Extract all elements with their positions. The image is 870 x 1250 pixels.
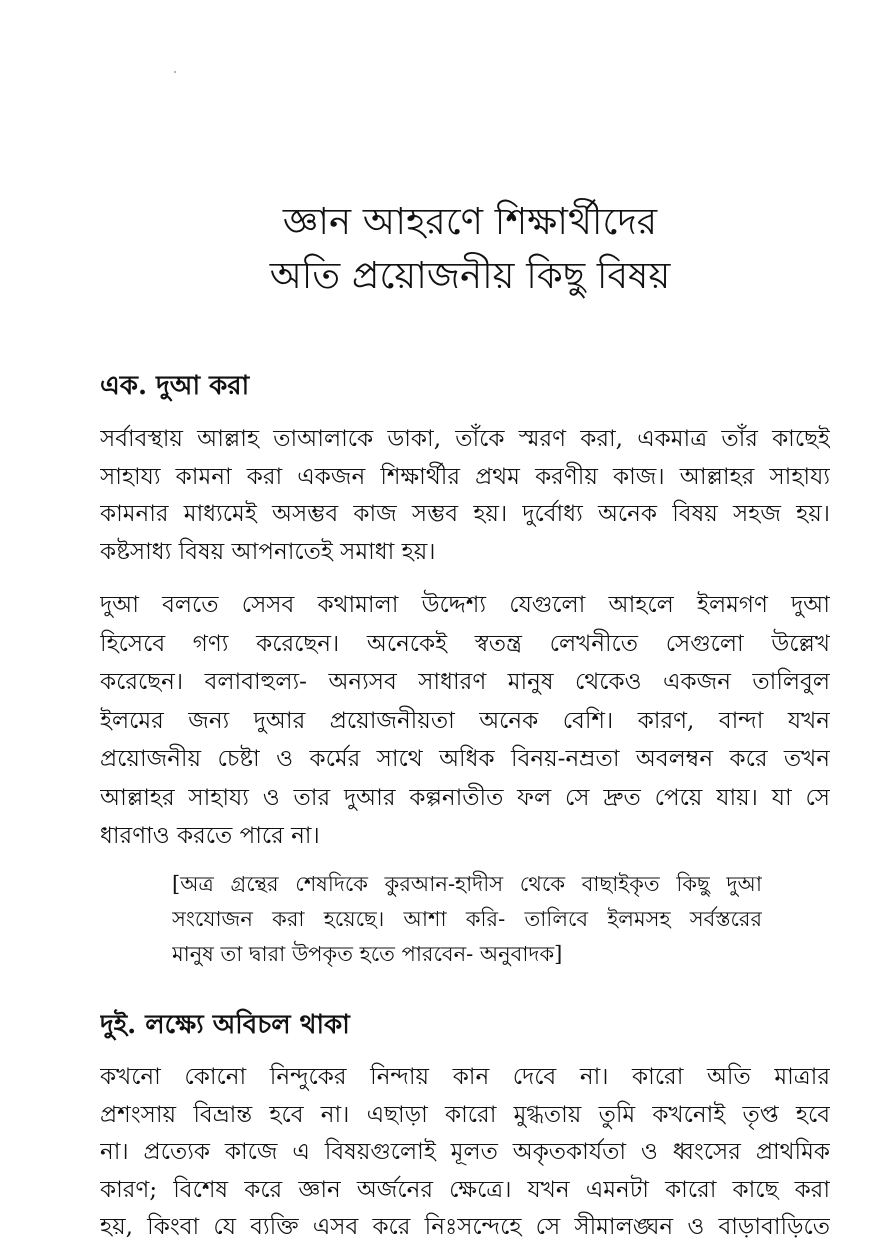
text-line: কখনো কোনো নিন্দুকের নিন্দায় কান দেবে না। কারো অতি মাত্রার: [100, 1064, 830, 1090]
text-line: দুআ বলতে সেসব কথামালা উদ্দেশ্য যেগুলো আহলে ইলমগণ দুআ: [100, 592, 830, 618]
text-line: সর্বাবস্থায় আল্লাহ তাআলাকে ডাকা, তাঁকে স্মরণ করা, একমাত্র তাঁর কাছেই: [100, 426, 830, 452]
paragraph: [100, 1059, 830, 1247]
section-heading: এক. দুআ করা: [100, 371, 250, 401]
note-line: মানুষ তা দ্বারা উপকৃত হতে পারবেন- অনুবাদক]: [172, 942, 563, 966]
text-line: প্রশংসায় বিভ্রান্ত হবে না। এছাড়া কারো মুগ্ধতায় তুমি কখনোই তৃপ্ত হবে: [100, 1101, 830, 1128]
title-line: অতি প্রয়োজনীয় কিছু বিষয়: [269, 254, 671, 297]
text-line: ধারণাও করতে পারে না।: [100, 823, 320, 849]
text-line: করেছেন। বলাবাহুল্য- অন্যসব সাধারণ মানুষ থেকেও একজন তালিবুল: [100, 669, 830, 695]
text-line: ইলমের জন্য দুআর প্রয়োজনীয়তা অনেক বেশি। কারণ, বান্দা যখন: [100, 707, 830, 734]
note-line: [অত্র গ্রন্থের শেষদিকে কুরআন-হাদীস থেকে বাছাইকৃত কিছু দুআ: [172, 872, 762, 896]
text-line: হিসেবে গণ্য করেছেন। অনেকেই স্বতন্ত্র লেখনীতে সেগুলো উল্লেখ: [100, 630, 830, 657]
text-line: কামনার মাধ্যমেই অসম্ভব কাজ সম্ভব হয়। দুর্বোধ্য অনেক বিষয় সহজ হয়।: [100, 501, 830, 527]
title-line: জ্ঞান আহরণে শিক্ষার্থীদের: [282, 200, 658, 243]
scan-speck: [174, 71, 176, 73]
note-line: সংযোজন করা হয়েছে। আশা করি- তালিবে ইলমসহ সর্বস্তরের: [172, 907, 762, 931]
paragraph: [100, 586, 830, 856]
text-line: প্রয়োজনীয় চেষ্টা ও কর্মের সাথে অধিক বিনয়-নম্রতা অবলম্বন করে তখন: [100, 746, 830, 772]
text-line: কারণ; বিশেষ করে জ্ঞান অর্জনের ক্ষেত্রে। যখন এমনটা কারো কাছে করা: [100, 1176, 830, 1203]
section-heading: দুই. লক্ষ্যে অবিচল থাকা: [100, 1010, 350, 1040]
text-line: সাহায্য কামনা করা একজন শিক্ষার্থীর প্রথম করণীয় কাজ। আল্লাহর সাহায্য: [100, 463, 830, 490]
translator-note: [172, 867, 762, 972]
page-title: [100, 195, 840, 303]
paragraph: [100, 421, 830, 571]
text-line: কষ্টসাধ্য বিষয় আপনাতেই সমাধা হয়।: [100, 538, 436, 565]
text-line: না। প্রত্যেক কাজে এ বিষয়গুলোই মূলত অকৃতকার্যতা ও ধ্বংসের প্রাথমিক: [100, 1139, 830, 1165]
text-line: আল্লাহর সাহায্য ও তার দুআর কল্পনাতীত ফল সে দ্রুত পেয়ে যায়। যা সে: [100, 784, 830, 811]
text-line: হয়, কিংবা যে ব্যক্তি এসব করে নিঃসন্দেহে সে সীমালঙ্ঘন ও বাড়াবাড়িতে: [100, 1214, 830, 1240]
